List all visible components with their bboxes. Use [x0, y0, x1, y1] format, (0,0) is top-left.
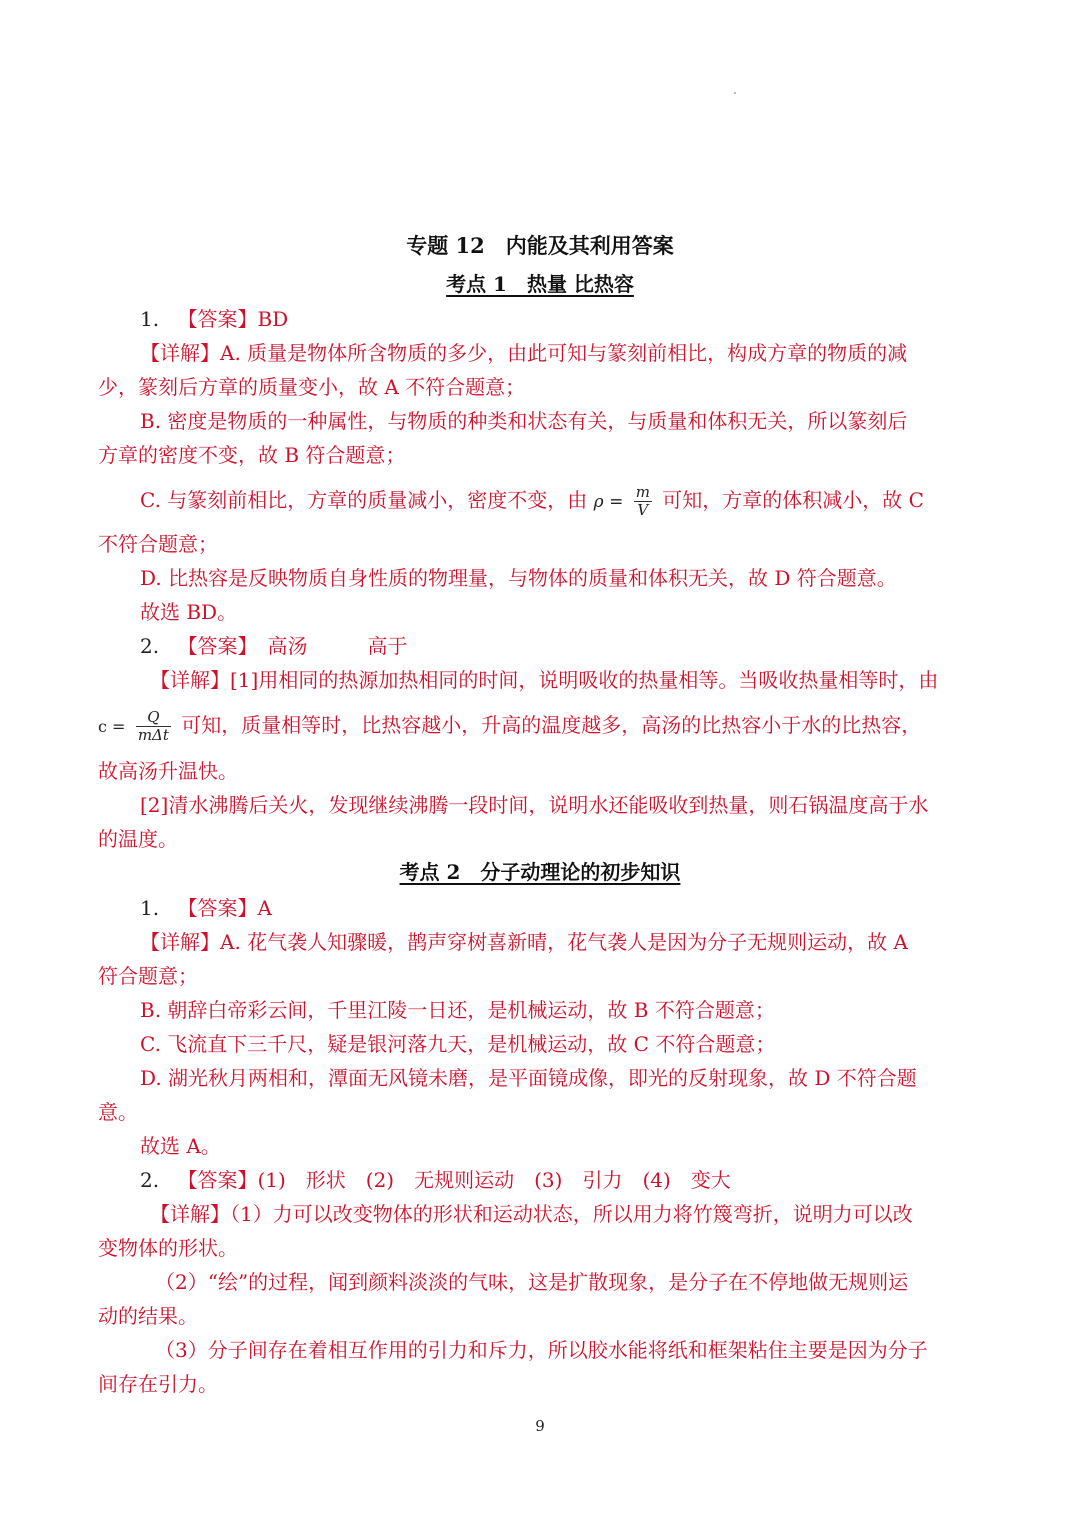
detail-tag: 【详解】	[150, 668, 230, 692]
s1-q1-conclusion: 故选 BD。	[140, 600, 238, 624]
answer-tag: 【答案】	[177, 307, 258, 331]
s1-q1-detail-line-2: 少，篆刻后方章的质量变小，故 A 不符合题意；	[98, 375, 526, 399]
section-1-heading-text: 考点 1 热量 比热容	[446, 272, 634, 296]
c-text-after: 可知，质量相等时，比热容越小，升高的温度越多，高汤的比热容小于水的比热容，	[181, 713, 922, 737]
s2-q2-detail-line-6: 间存在引力。	[98, 1372, 218, 1396]
s2-q2-detail-line-3: （2）“绘”的过程，闻到颜料淡淡的气味，这是扩散现象，是分子在不停地做无规则运	[155, 1270, 909, 1294]
answer-value: 高汤 高于	[267, 634, 408, 658]
question-number: 1.	[140, 307, 160, 331]
question-number: 2.	[140, 634, 160, 658]
s1-q2-detail-line-3: 故高汤升温快。	[98, 759, 238, 783]
s1-q1-detail-line-1	[140, 340, 982, 366]
detail-tag: 【详解】	[150, 1202, 230, 1226]
s2-q1-detail-line-6: 意。	[98, 1100, 138, 1124]
s1-q1-answer-line	[140, 306, 982, 332]
c-fraction	[136, 709, 171, 744]
section-2-heading	[0, 858, 1080, 886]
rho-numerator: m	[635, 483, 650, 501]
answer-value: BD	[257, 307, 289, 331]
c-lhs: c =	[98, 717, 126, 736]
s2-q1-detail-line-1	[140, 929, 982, 955]
s2-q2-detail-line-1	[150, 1201, 982, 1227]
answer-tag: 【答案】	[177, 634, 258, 658]
answer-value: (1) 形状 (2) 无规则运动 (3) 引力 (4) 变大	[257, 1168, 731, 1192]
answer-value: A	[257, 896, 272, 920]
detail-text: A. 花气袭人知骤暖，鹊声穿树喜新晴，花气袭人是因为分子无规则运动，故 A	[220, 930, 908, 954]
page-number: 9	[535, 1417, 545, 1435]
rho-lhs: ρ =	[593, 492, 624, 512]
c-text-after: 可知，方章的体积减小，故 C	[662, 488, 924, 512]
detail-text: A. 质量是物体所含物质的多少，由此可知与篆刻前相比，构成方章的物质的减	[220, 341, 908, 365]
s1-q1-detail-line-3: B. 密度是物质的一种属性，与物质的种类和状态有关，与质量和体积无关，所以篆刻后	[140, 409, 908, 433]
s1-q2-detail-line-4: [2]清水沸腾后关火，发现继续沸腾一段时间，说明水还能吸收到热量，则石锅温度高于水	[140, 793, 929, 817]
s2-q1-detail-line-4: C. 飞流直下三千尺，疑是银河落九天，是机械运动，故 C 不符合题意；	[140, 1032, 776, 1056]
question-number: 1.	[140, 896, 160, 920]
s1-q1-detail-line-c	[140, 480, 982, 522]
s1-q1-detail-line-d: D. 比热容是反映物质自身性质的物理量，与物体的质量和体积无关，故 D 符合题意。	[140, 566, 897, 590]
s2-q2-detail-line-4: 动的结果。	[98, 1304, 198, 1328]
c-denominator: mΔt	[137, 726, 169, 744]
c-text-before: C. 与篆刻前相比，方章的质量减小，密度不变，由	[140, 488, 588, 512]
answer-tag: 【答案】	[177, 896, 258, 920]
s2-q1-answer-line	[140, 895, 982, 921]
s2-q2-detail-line-2: 变物体的形状。	[98, 1236, 238, 1260]
question-number: 2.	[140, 1168, 160, 1192]
detail-tag: 【详解】	[140, 930, 220, 954]
s1-q1-detail-line-4: 方章的密度不变，故 B 符合题意；	[98, 443, 406, 467]
s2-q1-conclusion: 故选 A。	[140, 1134, 221, 1158]
s1-q1-detail-line-c-cont: 不符合题意；	[98, 532, 218, 556]
s1-q2-detail-line-2	[98, 702, 982, 750]
s2-q1-detail-line-5: D. 湖光秋月两相和，潭面无风镜未磨，是平面镜成像，即光的反射现象，故 D 不符合题	[140, 1066, 917, 1090]
s1-q2-detail-line-5: 的温度。	[98, 827, 178, 851]
answer-tag: 【答案】	[177, 1168, 258, 1192]
speck-mark	[734, 92, 736, 94]
detail-text: [1]用相同的热源加热相同的时间，说明吸收的热量相等。当吸收热量相等时，由	[230, 668, 939, 692]
section-2-heading-text: 考点 2 分子动理论的初步知识	[399, 860, 681, 884]
section-1-heading	[0, 270, 1080, 298]
s2-q1-detail-line-2: 符合题意；	[98, 964, 198, 988]
rho-denominator: V	[637, 501, 649, 519]
s2-q1-detail-line-3: B. 朝辞白帝彩云间，千里江陵一日还，是机械运动，故 B 不符合题意；	[140, 998, 775, 1022]
detail-tag: 【详解】	[140, 341, 220, 365]
s1-q2-detail-line-1	[150, 667, 982, 693]
detail-text: （1）力可以改变物体的形状和运动状态，所以用力将竹篾弯折，说明力可以改	[230, 1202, 913, 1226]
s1-q2-answer-line	[140, 633, 982, 659]
rho-fraction	[634, 484, 652, 519]
s2-q2-detail-line-5: （3）分子间存在着相互作用的引力和斥力，所以胶水能将纸和框架粘住主要是因为分子	[155, 1338, 928, 1362]
s2-q2-answer-line	[140, 1167, 982, 1193]
c-numerator: Q	[136, 709, 171, 727]
document-title: 专题 12 内能及其利用答案	[406, 233, 674, 258]
